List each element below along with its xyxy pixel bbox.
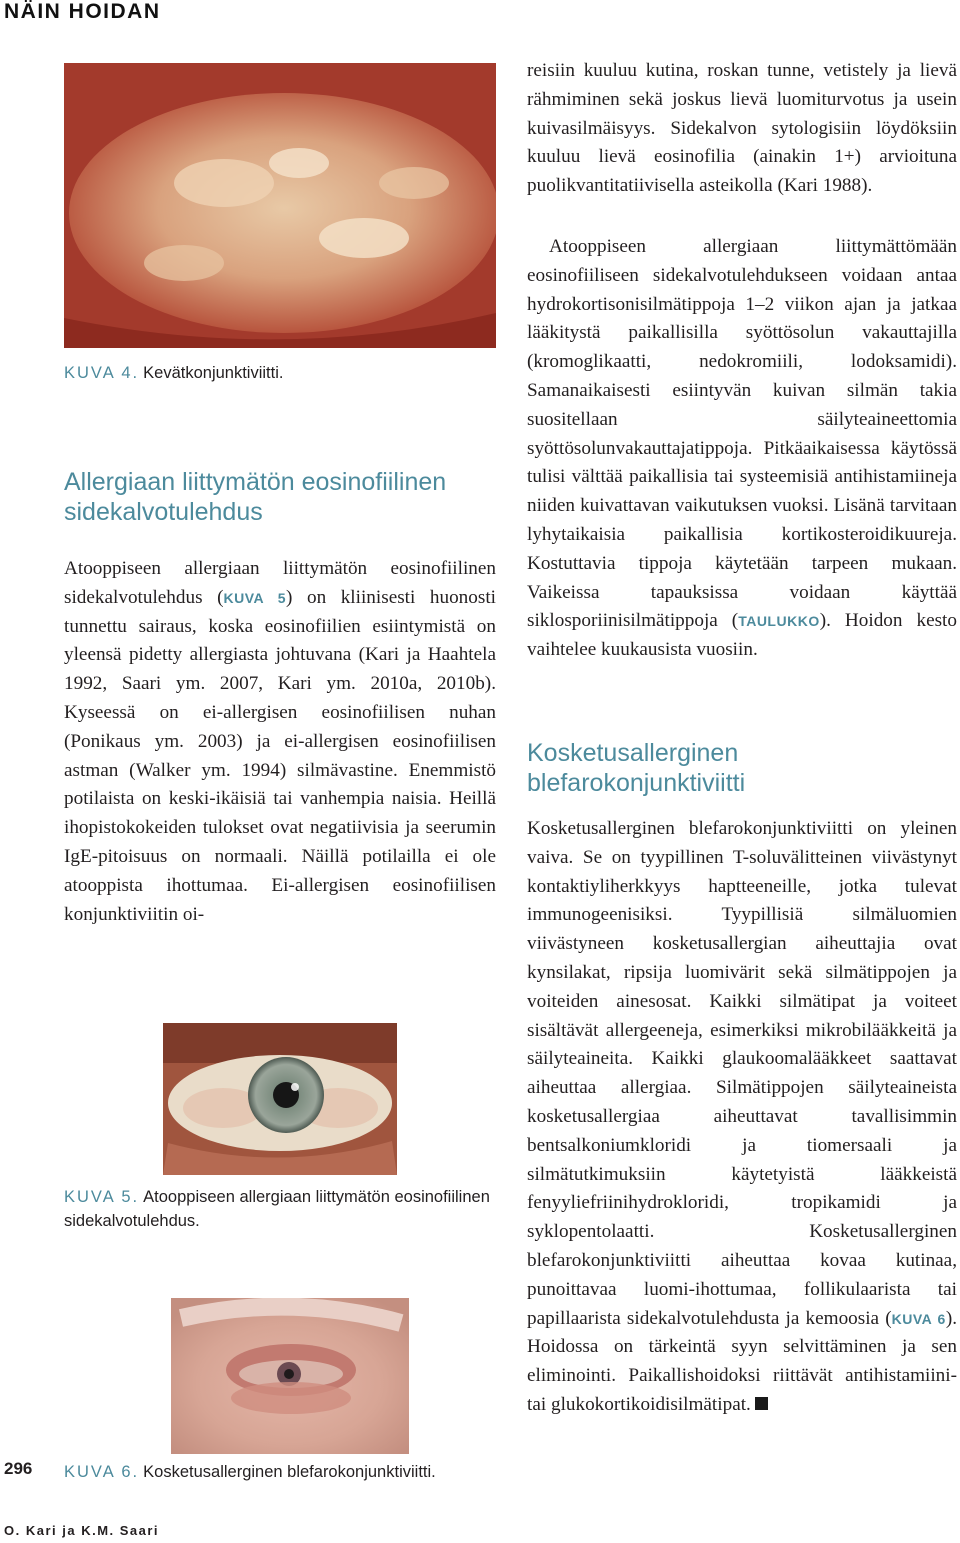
ref-kuva6: KUVA 6 [891, 1310, 946, 1327]
figure-5-tag: KUVA 5. [64, 1188, 140, 1206]
right-heading: Kosketusallerginen blefarokonjunktiviitti [527, 739, 746, 797]
figure-5-text: Atooppiseen allergiaan liittymätön eosinofiilinen sidekalvotulehdus. [64, 1188, 490, 1230]
right-paragraph-2-text-1: Atooppiseen allergiaan liittymättömään eosinofiiliseen sidekalvotulehdukseen voidaan antaa hydrokortisonisilmätippoja 1–2 viikon ajan ja jatkaa lääkitystä paikallisilla syöttösolun vakauttajilla (kromoglikaatti, nedokromiili, lodoksamidi). Samanaikaisesti esiintyvän kuivan silmän takia suositellaan säilyteaineettomia syöttösolunvakauttajatippoja. Pitkäaikaisessa käytössä tulisi välttää paikallisia tai systeemisiä antihistamiineja niiden kuivattavan vaikutuksen vuoksi. Lisänä tarvitaan lyhytaikaisia paikallisia kortikosteroidikuureja. Kostuttavia tippoja käytetään tarpeen mukaan. Vaikeissa tapauksissa voidaan käyttää siklosporiinisilmätippoja ( [527, 236, 957, 632]
figure-6-text: Kosketusallerginen blefarokonjunktiviitti. [143, 1463, 436, 1481]
section-label: NÄIN HOIDAN [4, 0, 161, 23]
figure-6-photo [171, 1298, 409, 1454]
left-heading: Allergiaan liittymätön eosinofiilinen sidekalvotulehdus [64, 468, 447, 526]
end-of-article-mark [755, 1397, 768, 1410]
figure-4-caption [64, 361, 504, 385]
figure-6-caption [64, 1460, 504, 1484]
figure-4-text: Kevätkonjunktiviitti. [143, 364, 284, 382]
figure-4-tag: KUVA 4. [64, 364, 140, 382]
right-paragraph-1: reisiin kuuluu kutina, roskan tunne, vetistely ja lievä rähmiminen sekä joskus lievä luomiturvotus ja usein kuivasilmäisyys. Sidekalvon sytologisiin löydöksiin kuuluu lievä eosinofilia (ainakin 1+) arvioituna puolikvantitatiivisella asteikolla (Kari 1988). [527, 60, 957, 197]
right-paragraph-3-text-1: Kosketusallerginen blefarokonjunktiviitti on yleinen vaiva. Se on tyypillinen T-soluvälitteinen viivästynyt kontaktiyliherkkyys haptteeneille, jotka tulevat immunogeenisiksi. Tyypillisiä silmäluomien viivästyneen kosketusallergian aiheuttajia ovat kynsilakat, ripsija luomivärit sekä silmätippojen ja voiteiden ainesosat. Kaikki silmätipat ja voiteet sisältävät allergeeneja, esimerkiksi mikrobilääkkeitä ja säilyteaineita. Kaikki glaukoomalääkkeet saattavat aiheuttaa allergiaa. Silmätippojen säilyteaineista kosketusallergiaa aiheuttavat tavallisimmin bentsalkoniumkloridi ja tiomersaali ja silmätutkimuksiin käytetyistä lääkkeistä fenyyliefriinihydrokloridi, tropikamidi ja syklopentolaatti. Kosketusallerginen blefarokonjunktiviitti aiheuttaa kovaa kutinaa, punoittavaa luomi-ihottumaa, follikulaarista tai papillaarista sidekalvotulehdusta ja kemoosia ( [527, 818, 957, 1329]
page-number: 296 [4, 1459, 33, 1478]
figure-5-photo [163, 1023, 397, 1175]
right-paragraph-2-text-2: ). Hoidon kesto vaihtelee kuukausista vuosiin. [527, 610, 957, 661]
left-paragraph-text-2: ) on kliinisesti huonosti tunnettu sairaus, koska eosinofiilien esiintymistä on yleensä pidetty allergiasta johtuvana (Kari ja Haahtela 1992, Saari ym. 2007, Kari ym. 2010a, 2010b). Kyseessä on ei-allergisen eosinofiilisen nuhan (Ponikaus ym. 2003) ja ei-allergisen eosinofiilisen astman (Walker ym. 1994) silmävastine. Enemmistö potilaista on keski-ikäisiä tai vanhempia naisia. Heillä ihopistokokeiden tulokset ovat negatiivisia ja seerumin IgE-pitoisuus on normaali. Näillä potilailla ei ole atooppista ihottumaa. Ei-allergisen eosinofiilisen konjunktiviitin oi- [64, 586, 496, 925]
authors-footer: O. Kari ja K.M. Saari [4, 1523, 160, 1538]
figure-5-caption [64, 1185, 496, 1233]
right-paragraph-3 [527, 815, 957, 1420]
figure-4-photo [64, 63, 496, 348]
right-paragraph-2 [527, 233, 957, 665]
left-paragraph-text-1: Atooppiseen allergiaan liittymätön eosinofiilinen sidekalvotulehdus ( [64, 558, 496, 608]
right-paragraph-3-text-2: ). Hoidossa on tärkeintä syyn selvittäminen ja sen eliminointi. Paikallishoidoksi riittävät antihistamiini- tai glukokortikoidisilmätipat. [527, 1307, 957, 1415]
left-paragraph [64, 555, 496, 929]
ref-kuva5: KUVA 5 [223, 589, 287, 606]
ref-taulukko: TAULUKKO [738, 613, 820, 630]
figure-6-tag: KUVA 6. [64, 1463, 140, 1481]
